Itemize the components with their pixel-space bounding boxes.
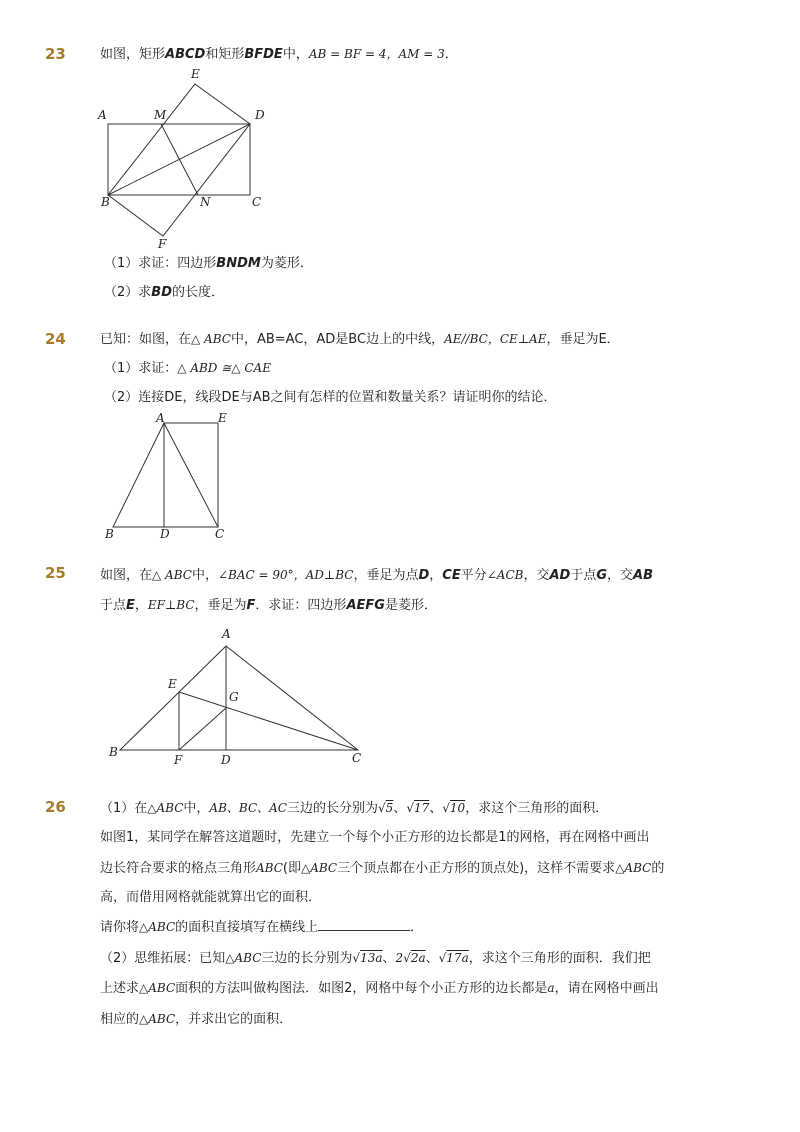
q24-part1: [104, 360, 271, 377]
q23-part2-text: （2）求: [104, 285, 152, 300]
q26-line3: [100, 860, 664, 877]
q26-text: 相应的: [100, 1012, 140, 1027]
q25-line2: [100, 597, 437, 614]
q26-text: 边长符合要求的格点三角形: [100, 861, 257, 876]
q25-segment-ad: AD: [549, 568, 571, 583]
q26-var-a: a: [547, 981, 555, 995]
q26-text: 三边的长分别为: [261, 951, 353, 966]
q25-text: 于点: [570, 568, 597, 583]
q26-text: (即: [282, 861, 301, 876]
q23-part2: [104, 285, 224, 301]
question-number-26: 26: [45, 798, 66, 816]
q23-label-e: E: [191, 67, 200, 81]
q24-stem-text: 已知：如图，在: [100, 332, 192, 347]
q25-quad-aefg: AEFG: [346, 598, 385, 613]
q25-label-c: C: [352, 751, 362, 765]
q25-triangle-shape: [120, 646, 358, 750]
q26-sep: 、: [425, 951, 439, 966]
q24-stem: [100, 331, 620, 348]
q26-coeff-2: 2: [395, 951, 404, 965]
q24-stem-text: ，垂足为E．: [546, 332, 620, 347]
q23-stem-text: 如图，矩形: [100, 47, 166, 62]
q24-label-b: B: [105, 527, 114, 541]
q26-line5: [100, 918, 423, 936]
q26-triangle: △ABC: [225, 951, 262, 965]
q25-text: 中，: [191, 568, 218, 583]
q26-text: 请你将: [100, 920, 140, 935]
q26-triangle: △ABC: [615, 861, 652, 875]
q25-label-g: G: [229, 690, 239, 704]
q26-line8: [100, 1011, 292, 1028]
q25-segment-ab: AB: [633, 568, 654, 583]
q23-given-lengths: AB = BF = 4，AM = 3: [308, 47, 445, 61]
q26-answer-blank[interactable]: [318, 918, 410, 931]
q24-label-a: A: [156, 411, 165, 425]
q24-figure: [100, 410, 240, 542]
q26-triangle: △ABC: [139, 981, 176, 995]
q25-text: ，垂足为: [194, 598, 247, 613]
q26-triangle: △ABC: [300, 861, 338, 875]
q23-label-c: C: [252, 195, 262, 209]
q25-text: 于点: [100, 598, 127, 613]
q25-segment-ce: CE: [442, 568, 461, 583]
q23-quad-bndm: BNDM: [216, 256, 261, 271]
q26-sqrt-10: 10: [449, 801, 466, 815]
q25-line1: [100, 567, 653, 584]
q25-label-e: E: [168, 677, 177, 691]
q25-point-d: D: [418, 568, 430, 583]
q25-angle-acb: ∠ACB: [486, 568, 524, 582]
q25-segment-fg: [179, 708, 226, 750]
q25-text: ，交: [523, 568, 550, 583]
q24-stem-text: 中，AB=AC，AD是BC边上的中线，: [230, 332, 445, 347]
q23-label-b: B: [101, 195, 110, 209]
q23-stem: [100, 46, 458, 63]
q26-line4: 高，而借用网格就能就算出它的面积．: [100, 890, 322, 905]
q25-label-a: A: [222, 627, 231, 641]
q25-text: ，交: [607, 568, 634, 583]
q24-label-e: E: [218, 411, 227, 425]
q26-sides: AB、BC、AC: [209, 801, 287, 815]
q23-label-m: M: [154, 108, 167, 122]
q25-text: 如图，在: [100, 568, 153, 583]
q24-congruence: △ ABD ≅△ CAE: [177, 361, 271, 375]
q24-part2: [104, 390, 557, 406]
q23-part1-text: 为菱形．: [260, 256, 313, 271]
q23-stem-text: 和矩形: [205, 47, 245, 62]
q23-figure: [95, 62, 275, 252]
q26-text: 的面积直接填写在横线上: [175, 920, 319, 935]
q23-part2-text: 的长度．: [171, 285, 224, 300]
q26-sep: 、: [429, 801, 443, 816]
q23-label-f: F: [158, 237, 167, 251]
q23-segment-bd-label: BD: [151, 285, 172, 300]
q26-text: 三个顶点都在小正方形的顶点处)，这样不需要求: [337, 861, 616, 876]
q23-part1-text: （1）求证：四边形: [104, 256, 217, 271]
q25-text: 平分: [460, 568, 487, 583]
q25-point-g: G: [596, 568, 608, 583]
q23-label-a: A: [98, 108, 107, 122]
q23-rect-bfde: BFDE: [244, 47, 283, 62]
question-number-23: 23: [45, 45, 66, 63]
q26-text: ，求这个三角形的面积．我们把: [468, 951, 651, 966]
q26-line7: [100, 980, 659, 997]
q25-text: ，垂足为点: [353, 568, 419, 583]
q24-part2-text: （2）连接DE，线段DE与AB之间有怎样的位置和数量关系？请证明你的结论．: [104, 390, 557, 405]
q26-sqrt-13a: 13a: [360, 951, 383, 965]
q23-label-n: N: [200, 195, 211, 209]
q25-text: ．求证：四边形: [255, 598, 347, 613]
q23-stem-text: ．: [444, 47, 458, 62]
q26-text: ，并求出它的面积．: [175, 1012, 293, 1027]
q26-text: 上述求: [100, 981, 140, 996]
q24-label-c: C: [215, 527, 225, 541]
q25-figure: [100, 622, 375, 770]
q26-triangle: ABC: [256, 861, 283, 875]
question-number-25: 25: [45, 564, 66, 582]
q24-triangle-shape: [113, 423, 218, 527]
q26-text: （1）在: [100, 801, 148, 816]
q26-text: 中，: [183, 801, 210, 816]
q25-triangle-abc: △ ABC: [152, 568, 192, 582]
q26-text: 的: [651, 861, 665, 876]
q26-text: 三边的长分别为: [286, 801, 378, 816]
q26-triangle: △ABC: [147, 801, 184, 815]
q25-point-e: E: [126, 598, 135, 613]
q25-label-b: B: [109, 745, 118, 759]
q26-sqrt-17a: 17a: [446, 951, 469, 965]
q23-rect-abcd: ABCD: [165, 47, 206, 62]
q25-text: ，: [134, 598, 148, 613]
q25-conditions: ∠BAC = 90°，AD⊥BC: [217, 568, 354, 582]
q26-sqrt-2a: 2a: [410, 951, 426, 965]
q24-triangle-abc: △ ABC: [191, 332, 231, 346]
q23-segment-mn: [161, 124, 198, 195]
q23-label-d: D: [255, 108, 265, 122]
q26-line6: （2）思维拓展：已知△ABC三边的长分别为√13a、2√2a、√17a，求这个三角形的面积．我们把: [100, 951, 651, 966]
q25-text: ，: [429, 568, 443, 583]
q26-sep: 、: [382, 951, 396, 966]
q23-stem-text: 中，: [282, 47, 309, 62]
q26-text: （2）思维拓展：已知: [100, 951, 226, 966]
q24-label-d: D: [160, 527, 170, 541]
q25-perpendicular-ef: EF⊥BC: [147, 598, 195, 612]
q26-line1: （1）在△ABC中，AB、BC、AC三边的长分别为√5、√17、√10，求这个三角形的面积．: [100, 801, 609, 816]
q26-text: ，请在网格中画出: [554, 981, 659, 996]
q24-conditions: AE//BC，CE⊥AE: [444, 332, 547, 346]
q25-text: 是菱形．: [384, 598, 437, 613]
q26-triangle: △ABC: [139, 920, 176, 934]
q26-text: ，求这个三角形的面积．: [465, 801, 609, 816]
q25-label-d: D: [221, 753, 231, 767]
q25-bisector-ce: [179, 692, 358, 750]
q26-text: 面积的方法叫做构图法．如图2，网格中每个小正方形的边长都是: [175, 981, 548, 996]
q23-part1: [104, 256, 313, 272]
q25-label-f: F: [174, 753, 183, 767]
q26-sqrt-5: 5: [385, 801, 394, 815]
q26-line2: 如图1，某同学在解答这道题时，先建立一个每个小正方形的边长都是1的网格，再在网格中画出: [100, 830, 650, 845]
q24-part1-text: （1）求证：: [104, 361, 178, 376]
q25-point-f: F: [246, 598, 256, 613]
question-number-24: 24: [45, 330, 66, 348]
q26-text: ．: [410, 920, 424, 935]
q26-triangle: △ABC: [139, 1012, 176, 1026]
q26-sqrt-17: 17: [413, 801, 430, 815]
q26-sep: 、: [393, 801, 407, 816]
